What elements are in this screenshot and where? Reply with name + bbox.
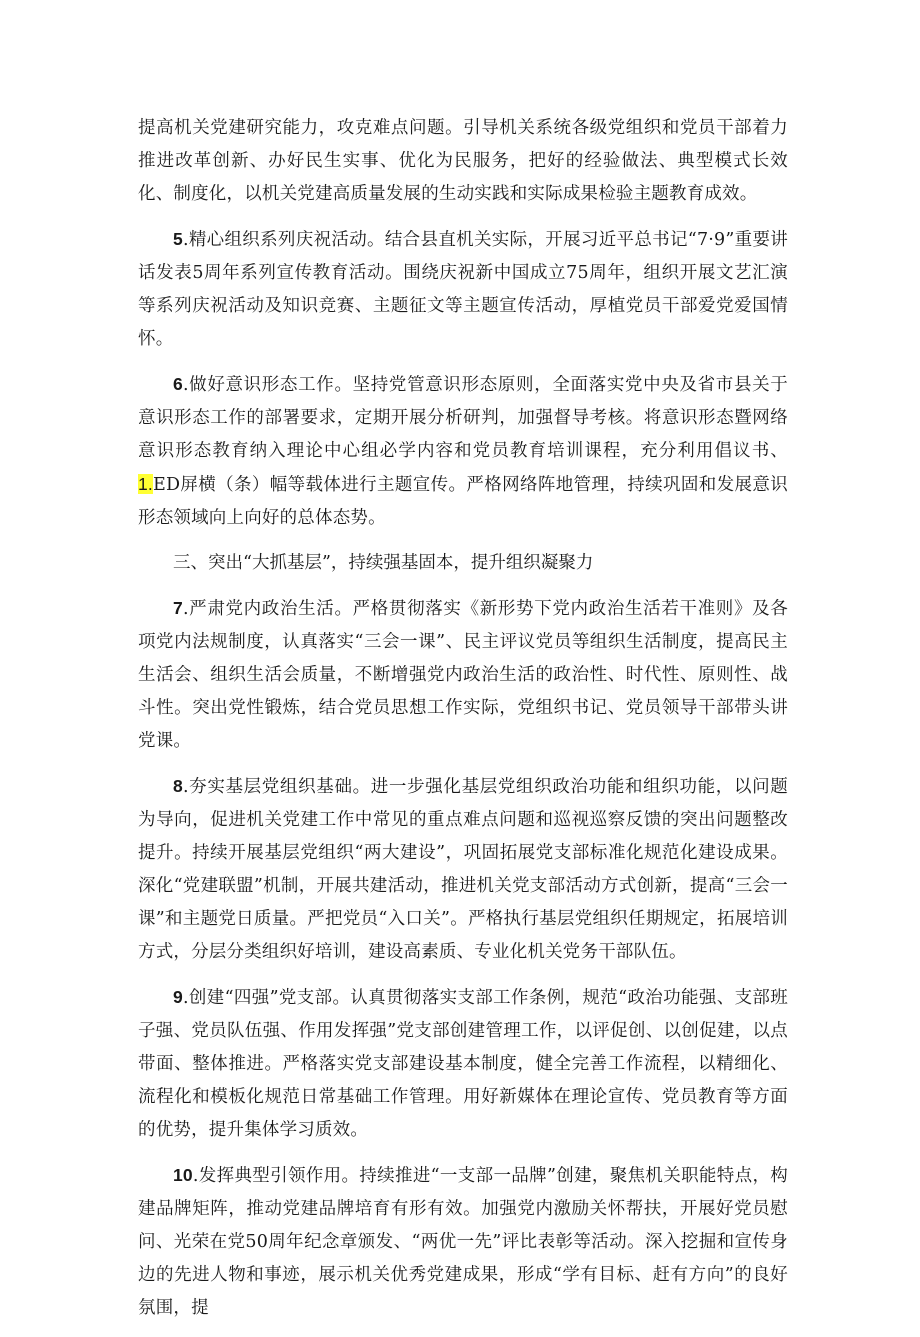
paragraph-text: .夯实基层党组织基础。进一步强化基层党组织政治功能和组织功能，以问题为导向，促进机关党建工作中常见的重点难点问题和巡视巡察反馈的突出问题整改提升。持续开展基层党组织“两大建设”，巩固拓展党支部标准化规范化建设成果。深化“党建联盟”机制，开展共建活动，推进机关党支部活动方式创新，提高“三会一课”和主题党日质量。严把党员“入口关”。严格执行基层党组织任期规定，拓展培训方式，分层分类组织好培训，建设高素质、专业化机关党务干部队伍。 [138, 777, 788, 962]
paragraph-item-5 [138, 223, 788, 356]
paragraph-item-7 [138, 592, 788, 758]
item-number: 10 [173, 1165, 193, 1185]
paragraph-text: .创建“四强”党支部。认真贯彻落实支部工作条例，规范“政治功能强、支部班子强、党员队伍强、作用发挥强”党支部创建管理工作，以评促创、以创促建，以点带面、整体推进。严格落实党支部建设基本制度，健全完善工作流程，以精细化、流程化和模板化规范日常基础工作管理。用好新媒体在理论宣传、党员教育等方面的优势，提升集体学习质效。 [138, 988, 788, 1140]
section-heading: 三、突出“大抓基层”，持续强基固本，提升组织凝聚力 [173, 553, 594, 573]
paragraph-item-10 [138, 1159, 788, 1325]
item-number: 8 [173, 776, 183, 796]
item-number: 5 [173, 229, 183, 249]
paragraph-item-6 [138, 368, 788, 535]
paragraph-item-8 [138, 770, 788, 969]
document-body [138, 112, 788, 1337]
paragraph-item-9 [138, 981, 788, 1147]
item-number: 7 [173, 598, 183, 618]
highlighted-text: 1. [138, 474, 153, 494]
paragraph-text: .精心组织系列庆祝活动。结合县直机关实际，开展习近平总书记“7·9”重要讲话发表5周年系列宣传教育活动。围绕庆祝新中国成立75周年，组织开展文艺汇演等系列庆祝活动及知识竞赛、主题征文等主题宣传活动，厚植党员干部爱党爱国情怀。 [138, 230, 788, 349]
paragraph-text-after: ED屏横（条）幅等载体进行主题宣传。严格网络阵地管理，持续巩固和发展意识形态领域向上向好的总体态势。 [138, 475, 788, 528]
paragraph-continued: 提高机关党建研究能力，攻克难点问题。引导机关系统各级党组织和党员干部着力推进改革创新、办好民生实事、优化为民服务，把好的经验做法、典型模式长效化、制度化，以机关党建高质量发展的生动实践和实际成果检验主题教育成效。 [138, 118, 788, 204]
paragraph-text: .严肃党内政治生活。严格贯彻落实《新形势下党内政治生活若干准则》及各项党内法规制度，认真落实“三会一课”、民主评议党员等组织生活制度，提高民主生活会、组织生活会质量，不断增强党内政治生活的政治性、时代性、原则性、战斗性。突出党性锻炼，结合党员思想工作实际，党组织书记、党员领导干部带头讲党课。 [138, 599, 788, 751]
item-number: 6 [173, 374, 183, 394]
paragraph-text: .发挥典型引领作用。持续推进“一支部一品牌”创建，聚焦机关职能特点，构建品牌矩阵，推动党建品牌培育有形有效。加强党内激励关怀帮扶，开展好党员慰问、光荣在党50周年纪念章颁发、“两优一先”评比表彰等活动。深入挖掘和宣传身边的先进人物和事迹，展示机关优秀党建成果，形成“学有目标、赶有方向”的良好氛围，提 [138, 1166, 788, 1318]
item-number: 9 [173, 987, 183, 1007]
paragraph-text-before: .做好意识形态工作。坚持党管意识形态原则，全面落实党中央及省市县关于意识形态工作的部署要求，定期开展分析研判，加强督导考核。将意识形态暨网络意识形态教育纳入理论中心组必学内容和党员教育培训课程，充分利用倡议书、 [138, 375, 788, 461]
